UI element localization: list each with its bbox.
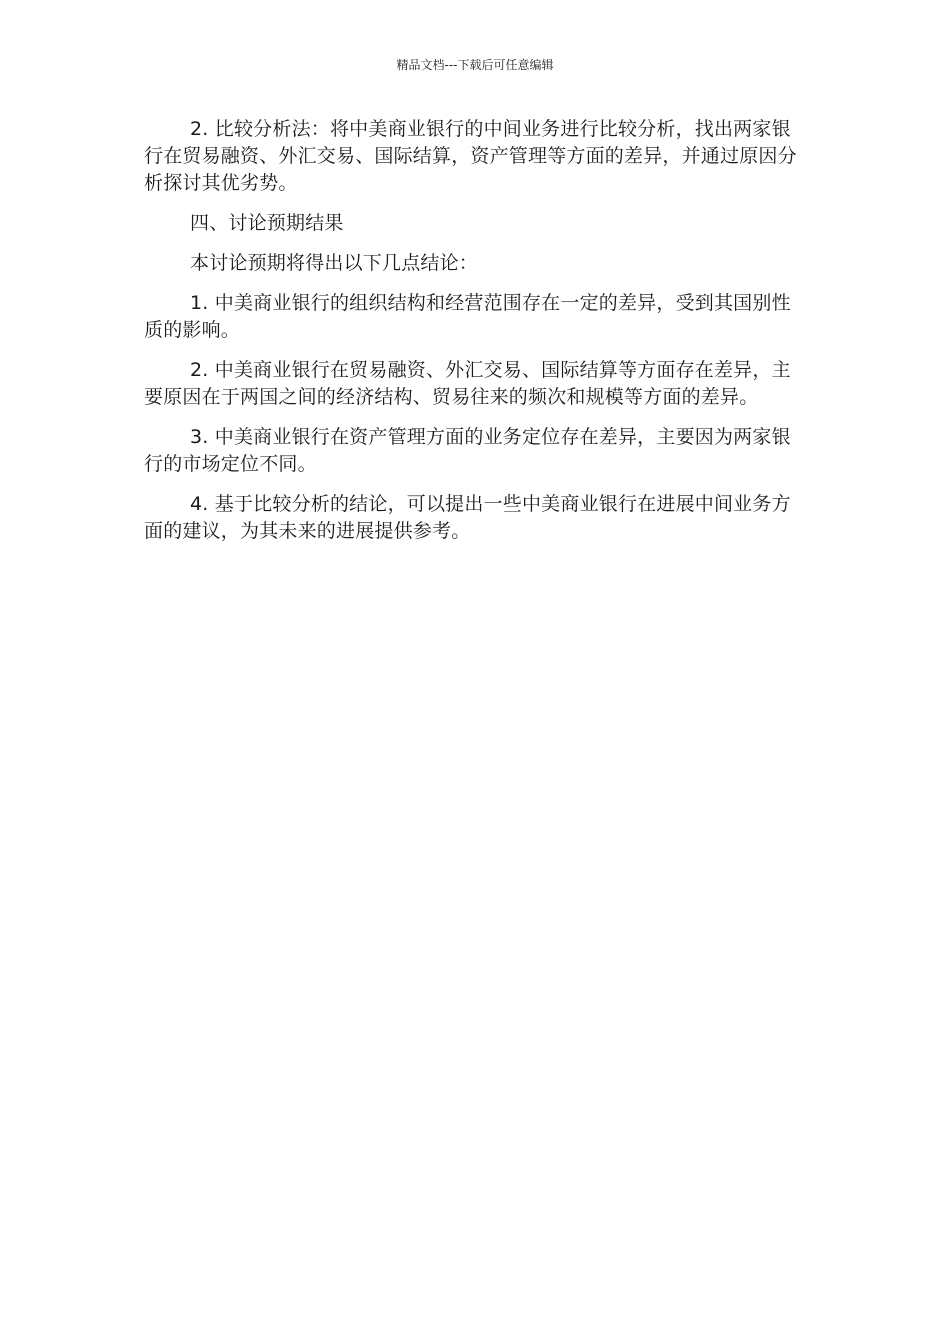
page-header: 精品文档---下载后可任意编辑: [396, 58, 554, 72]
section-heading-expected-results: 四、讨论预期结果: [190, 212, 344, 234]
paragraph-conclusion-1: 1. 中美商业银行的组织结构和经营范围存在一定的差异，受到其国别性质的影响。: [144, 292, 791, 341]
document-body: [144, 116, 804, 558]
paragraph-conclusion-4: 4. 基于比较分析的结论，可以提出一些中美商业银行在进展中间业务方面的建议，为其未来的进展提供参考。: [144, 493, 791, 542]
paragraph-conclusions-intro: 本讨论预期将得出以下几点结论：: [190, 252, 479, 274]
paragraph-conclusion-3: 3. 中美商业银行在资产管理方面的业务定位存在差异，主要因为两家银行的市场定位不同。: [144, 426, 791, 475]
paragraph-conclusion-2: 2. 中美商业银行在贸易融资、外汇交易、国际结算等方面存在差异，主要原因在于两国之间的经济结构、贸易往来的频次和规模等方面的差异。: [144, 359, 791, 408]
paragraph-comparative-method: 2. 比较分析法：将中美商业银行的中间业务进行比较分析，找出两家银行在贸易融资、外汇交易、国际结算，资产管理等方面的差异，并通过原因分析探讨其优劣势。: [144, 118, 797, 194]
